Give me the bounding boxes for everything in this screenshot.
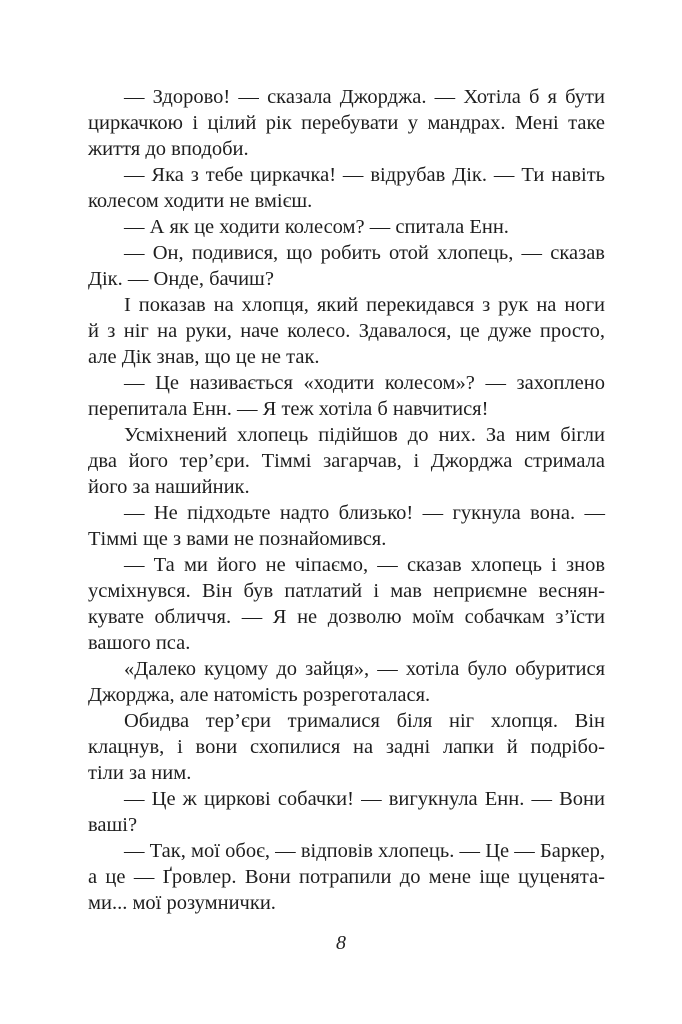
paragraph <box>88 500 605 552</box>
text-line: перепитала Енн. — Я теж хотіла б навчитися! <box>88 398 489 420</box>
text-line: І показав на хлопця, який перекидався з рук на ноги <box>124 294 605 316</box>
text-line: Усміхнений хлопець підійшов до них. За ним бігли <box>124 424 605 446</box>
paragraph <box>88 370 605 422</box>
text-line: — Здорово! — сказала Джорджа. — Хотіла б я бути <box>124 86 605 108</box>
text-line: — Яка з тебе циркачка! — відрубав Дік. — Ти навіть <box>124 164 605 186</box>
text-line: а це — Ґровлер. Вони потрапили до мене іще цуценята- <box>88 866 605 888</box>
text-line: колесом ходити не вмієш. <box>88 190 313 212</box>
text-line: ваші? <box>88 814 138 836</box>
text-line: й з ніг на руки, наче колесо. Здавалося, це дуже просто, <box>88 320 605 342</box>
text-line: — Та ми його не чіпаємо, — сказав хлопець і знов <box>124 554 605 576</box>
text-line: Обидва тер’єри трималися біля ніг хлопця. Він <box>124 710 605 732</box>
paragraph <box>88 162 605 214</box>
page-number: 8 <box>336 932 346 954</box>
text-line: циркачкою і цілий рік перебувати у мандрах. Мені таке <box>88 112 605 134</box>
text-line: його за нашийник. <box>88 476 250 498</box>
paragraph <box>88 240 605 292</box>
text-line: усміхнувся. Він був патлатий і мав неприємне веснян- <box>88 580 605 602</box>
text-line: — Он, подивися, що робить отой хлопець, — сказав <box>124 242 605 264</box>
paragraph <box>88 214 605 240</box>
paragraph <box>88 84 605 162</box>
text-line: тіли за ним. <box>88 762 192 784</box>
text-line: ми... мої розумнички. <box>88 892 276 914</box>
text-line: кувате обличчя. — Я не дозволю моїм собачкам з’їсти <box>88 606 605 628</box>
text-line: — Не підходьте надто близько! — гукнула вона. — <box>124 502 605 524</box>
text-line: Джорджа, але натомість розреготалася. <box>88 684 431 706</box>
text-block <box>88 84 605 916</box>
text-line: клацнув, і вони схопилися на задні лапки й подрібо- <box>88 736 605 758</box>
text-line: але Дік знав, що це не так. <box>88 346 320 368</box>
text-line: життя до вподоби. <box>88 138 249 160</box>
paragraph <box>88 838 605 916</box>
text-line: вашого пса. <box>88 632 191 654</box>
text-line: — Так, мої обоє, — відповів хлопець. — Це — Баркер, <box>124 840 605 862</box>
text-line: — Це називається «ходити колесом»? — захоплено <box>124 372 605 394</box>
text-line: Дік. — Онде, бачиш? <box>88 268 274 290</box>
paragraph <box>88 786 605 838</box>
text-line: — А як це ходити колесом? — спитала Енн. <box>124 216 509 238</box>
paragraph <box>88 552 605 656</box>
paragraph <box>88 292 605 370</box>
paragraph <box>88 656 605 708</box>
text-line: Тіммі ще з вами не познайомився. <box>88 528 387 550</box>
paragraph <box>88 422 605 500</box>
text-line: «Далеко куцому до зайця», — хотіла було обуритися <box>124 658 605 680</box>
text-line: два його тер’єри. Тіммі загарчав, і Джорджа стримала <box>88 450 605 472</box>
paragraph <box>88 708 605 786</box>
text-line: — Це ж циркові собачки! — вигукнула Енн. — Вони <box>124 788 605 810</box>
